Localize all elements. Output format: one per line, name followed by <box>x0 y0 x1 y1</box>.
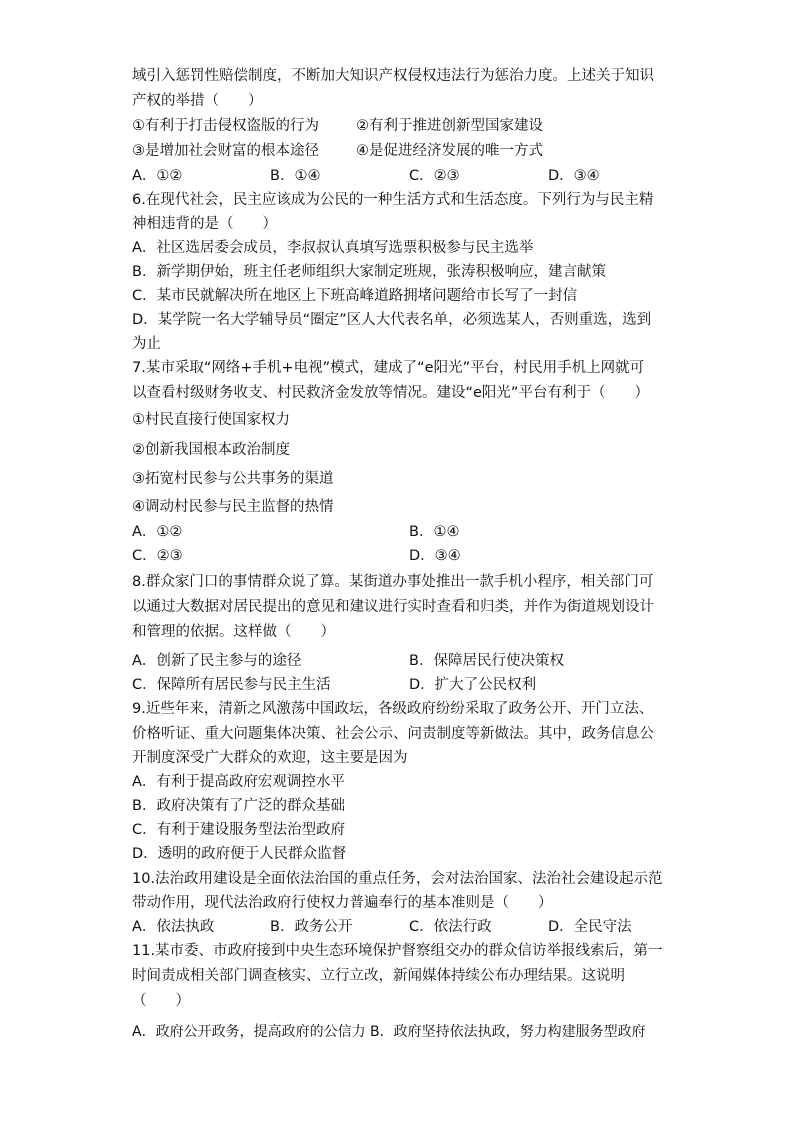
q5-option-a: A．①② <box>132 168 183 184</box>
q7-statement-4: ④调动村民参与民主监督的热情 <box>132 499 334 515</box>
q8-option-c: C．保障所有居民参与民主生活 <box>132 677 331 693</box>
q5-option-d: D．③④ <box>548 168 600 184</box>
q6-option-b: B．新学期伊始，班主任老师组织大家制定班规，张涛积极响应，建言献策 <box>132 264 606 280</box>
q9-option-d: D．透明的政府便于人民群众监督 <box>132 846 347 862</box>
q9-option-c: C．有利于建设服务型法治型政府 <box>132 822 346 838</box>
q5-statement-4: ④是促进经济发展的唯一方式 <box>356 143 543 159</box>
q11-stem-line2: 时间责成相关部门调查核实、立行立改，新闻媒体持续公布办理结果。这说明 <box>132 968 625 984</box>
q10-stem-line1: 10.法治政用建设是全面依法治国的重点任务，会对法治国家、法治社会建设起示范 <box>132 871 663 887</box>
q5-stem-line2: 产权的举措（ ） <box>132 93 263 109</box>
q10-option-b: B．政务公开 <box>270 919 353 935</box>
q7-option-d: D．③④ <box>409 548 461 564</box>
q7-option-b: B．①④ <box>409 524 460 540</box>
q8-option-b: B．保障居民行使决策权 <box>409 653 564 669</box>
q9-stem-line3: 开制度深受广大群众的欢迎，这主要是因为 <box>132 750 408 766</box>
q10-option-d: D．全民守法 <box>548 919 632 935</box>
q7-stem-line1: 7.某市采取“网络+手机+电视”模式，建成了“e阳光”平台，村民用手机上网就可 <box>132 360 645 376</box>
q10-option-c: C．依法行政 <box>409 919 492 935</box>
q11-stem-line3: （ ） <box>132 993 190 1009</box>
q10-stem-line2: 带动作用，现代法治政府行使权力普遍奉行的基本准则是（ ） <box>132 895 553 911</box>
q7-stem-line2: 以查看村级财务收支、村民救济金发放等情况。建设“e阳光”平台有利于（ ） <box>132 385 649 401</box>
q6-option-d-line2: 为止 <box>132 336 161 352</box>
q7-statement-2: ②创新我国根本政治制度 <box>132 442 290 458</box>
q7-statement-3: ③拓宽村民参与公共事务的渠道 <box>132 471 334 487</box>
q10-option-a: A．依法执政 <box>132 919 215 935</box>
q6-option-d-line1: D．某学院一名大学辅导员“圈定”区人大代表名单，必须选某人，否则重选，选到 <box>132 312 652 328</box>
q8-stem-line3: 和管理的依据。这样做（ ） <box>132 624 335 640</box>
q8-stem-line1: 8.群众家门口的事情群众说了算。某街道办事处推出一款手机小程序，相关部门可 <box>132 574 654 590</box>
q7-statement-1: ①村民直接行使国家权力 <box>132 412 290 428</box>
q5-option-c: C．②③ <box>409 168 460 184</box>
q8-option-a: A．创新了民主参与的途径 <box>132 653 302 669</box>
q8-option-d: D．扩大了公民权利 <box>409 677 537 693</box>
q8-stem-line2: 以通过大数据对居民提出的意见和建议进行实时查看和归类，并作为街道规划设计 <box>132 599 654 615</box>
q9-stem-line2: 价格听证、重大问题集体决策、社会公示、问责制度等新做法。其中，政务信息公 <box>132 726 654 742</box>
q5-option-b: B．①④ <box>270 168 321 184</box>
q9-option-b: B．政府决策有了广泛的群众基础 <box>132 798 345 814</box>
q5-statement-1: ①有利于打击侵权盗版的行为 <box>132 118 319 134</box>
q7-option-a: A．①② <box>132 524 183 540</box>
q6-stem-line2: 神相违背的是（ ） <box>132 216 277 232</box>
q7-option-c: C．②③ <box>132 548 183 564</box>
q6-option-c: C．某市民就解决所在地区上下班高峰道路拥堵问题给市长写了一封信 <box>132 288 578 304</box>
q5-stem-line1: 域引入惩罚性赔偿制度，不断加大知识产权侵权违法行为惩治力度。上述关于知识 <box>132 68 654 84</box>
q6-stem-line1: 6.在现代社会，民主应该成为公民的一种生活方式和生活态度。下列行为与民主精 <box>132 192 654 208</box>
q11-stem-line1: 11.某市委、市政府接到中央生态环境保护督察组交办的群众信访举报线索后，第一 <box>132 943 663 959</box>
q9-stem-line1: 9.近些年来，清新之风激荡中国政坛，各级政府纷纷采取了政务公开、开门立法、 <box>132 701 654 717</box>
q11-options-ab: A．政府公开政务，提高政府的公信力 B．政府坚持依法执政，努力构建服务型政府 <box>132 1024 646 1040</box>
q5-statement-3: ③是增加社会财富的根本途径 <box>132 143 319 159</box>
q5-statement-2: ②有利于推进创新型国家建设 <box>356 118 543 134</box>
q9-option-a: A．有利于提高政府宏观调控水平 <box>132 774 345 790</box>
q6-option-a: A．社区选居委会成员，李叔叔认真填写选票积极参与民主选举 <box>132 240 534 256</box>
